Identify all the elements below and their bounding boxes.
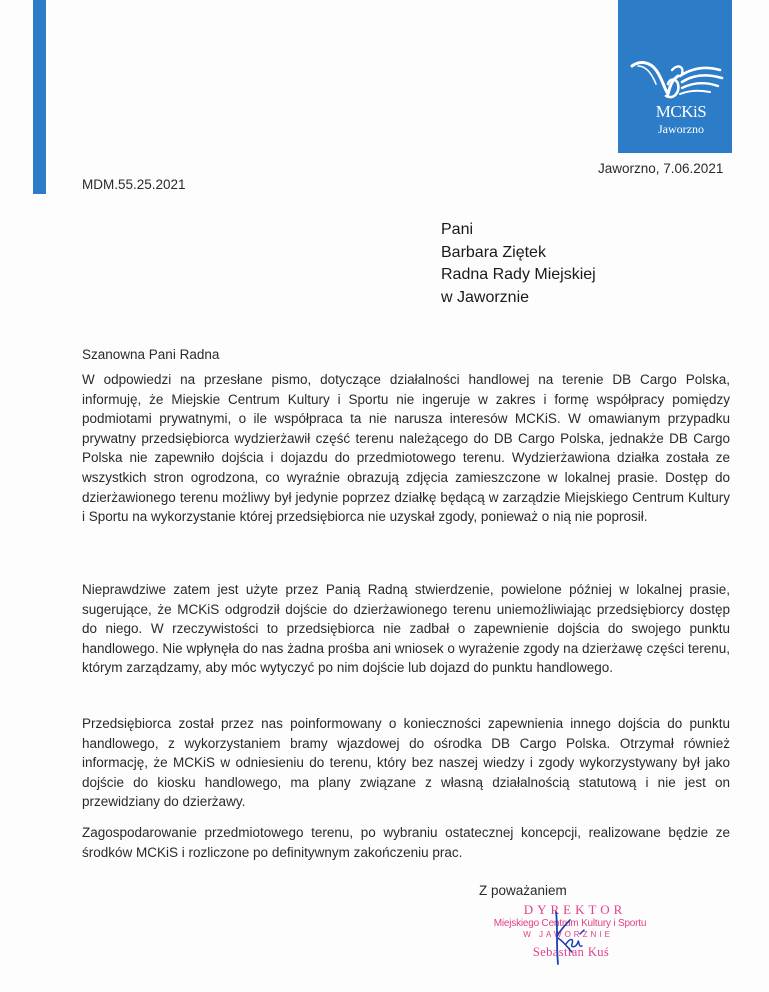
letterhead-accent-bar bbox=[33, 0, 46, 194]
handwritten-signature-icon bbox=[548, 908, 588, 966]
body-paragraph-4: Zagospodarowanie przedmiotowego terenu, po wybraniu ostatecznej koncepcji, realizowane będzie ze środków MCKiS i rozliczone po definitywnym zakończeniu prac. bbox=[82, 825, 730, 860]
stamp-title: DYREKTOR bbox=[523, 902, 627, 917]
addressee-name: Barbara Ziętek bbox=[441, 243, 546, 261]
body-paragraph-2: Nieprawdziwe zatem jest użyte przez Panią Radną stwierdzenie, powielone później w lokalnej prasie, sugerujące, że MCKiS odgrodził dojście do dzierżawionego terenu uniemożliwiając przedsiębiorcy dostęp do niego. W rzeczywistości to przedsiębiorca nie zadbał o zapewnienie dojścia do swojego punktu handlowego. Nie wpłynęła do nas żadna prośba ani wniosek o wyrażenie zgody na dzierżawę części terenu, którym zarządzamy, aby móc wytyczyć po nim dojście lub dojazd do punktu handlowego. bbox=[82, 582, 730, 676]
logo-city: Jaworzno bbox=[658, 122, 704, 136]
addressee-city: w Jaworznie bbox=[441, 288, 530, 306]
stamp-name: Sebastian Kuś bbox=[532, 945, 610, 959]
addressee-block bbox=[441, 219, 596, 309]
mckis-logo bbox=[618, 0, 732, 153]
logo-name: MCKiS bbox=[655, 102, 707, 121]
stamp-city: W JAWORZNIE bbox=[523, 930, 613, 939]
reference-number: MDM.55.25.2021 bbox=[82, 177, 186, 192]
salutation: Szanowna Pani Radna bbox=[82, 347, 220, 362]
addressee-title: Pani bbox=[441, 221, 474, 238]
stamp-organization: Miejskiego Centrum Kultury i Sportu bbox=[493, 918, 647, 929]
bird-emblem-icon bbox=[626, 56, 726, 102]
body-paragraph-3: Przedsiębiorca został przez nas poinformowany o konieczności zapewnienia innego dojścia do punktu handlowego, z wykorzystaniem bramy wjazdowej do ośrodka DB Cargo Polska. Otrzymał również informację, że MCKiS w odniesieniu do terenu, który bez naszej wiedzy i zgody wykorzystywany był jako dojście do kiosku handlowego, ma plany związane z własną działalnością statutową i nie jest on przewidziany do dzierżawy. bbox=[82, 716, 730, 810]
closing-phrase: Z poważaniem bbox=[479, 883, 567, 898]
addressee-position: Radna Rady Miejskiej bbox=[441, 266, 596, 283]
body-paragraph-1: W odpowiedzi na przesłane pismo, dotyczące działalności handlowej na terenie DB Cargo Polska, informuję, że Miejskie Centrum Kultury i Sportu nie ingeruje w zakres i formę współpracy pomiędzy podmiotami prywatnymi, o ile współpraca ta nie narusza interesów MCKiS. W omawianym przypadku prywatny przedsiębiorca wydzierżawił część terenu należącego do DB Cargo Polska, jednakże DB Cargo Polska nie zapewniło dojścia i dojazdu do przedmiotowego terenu. Wydzierżawiona działka została ze wszystkich stron ogrodzona, co wyraźnie obrazują zdjęcia zamieszczone w lokalnej prasie. Dostęp do dzierżawionego terenu możliwy był jedynie poprzez działkę będącą w zarządzie Miejskiego Centrum Kultury i Sportu na wykorzystanie której przedsiębiorca nie uzyskał zgody, ponieważ o nią nie poprosił. bbox=[82, 372, 730, 525]
letter-date: Jaworzno, 7.06.2021 bbox=[598, 161, 724, 176]
